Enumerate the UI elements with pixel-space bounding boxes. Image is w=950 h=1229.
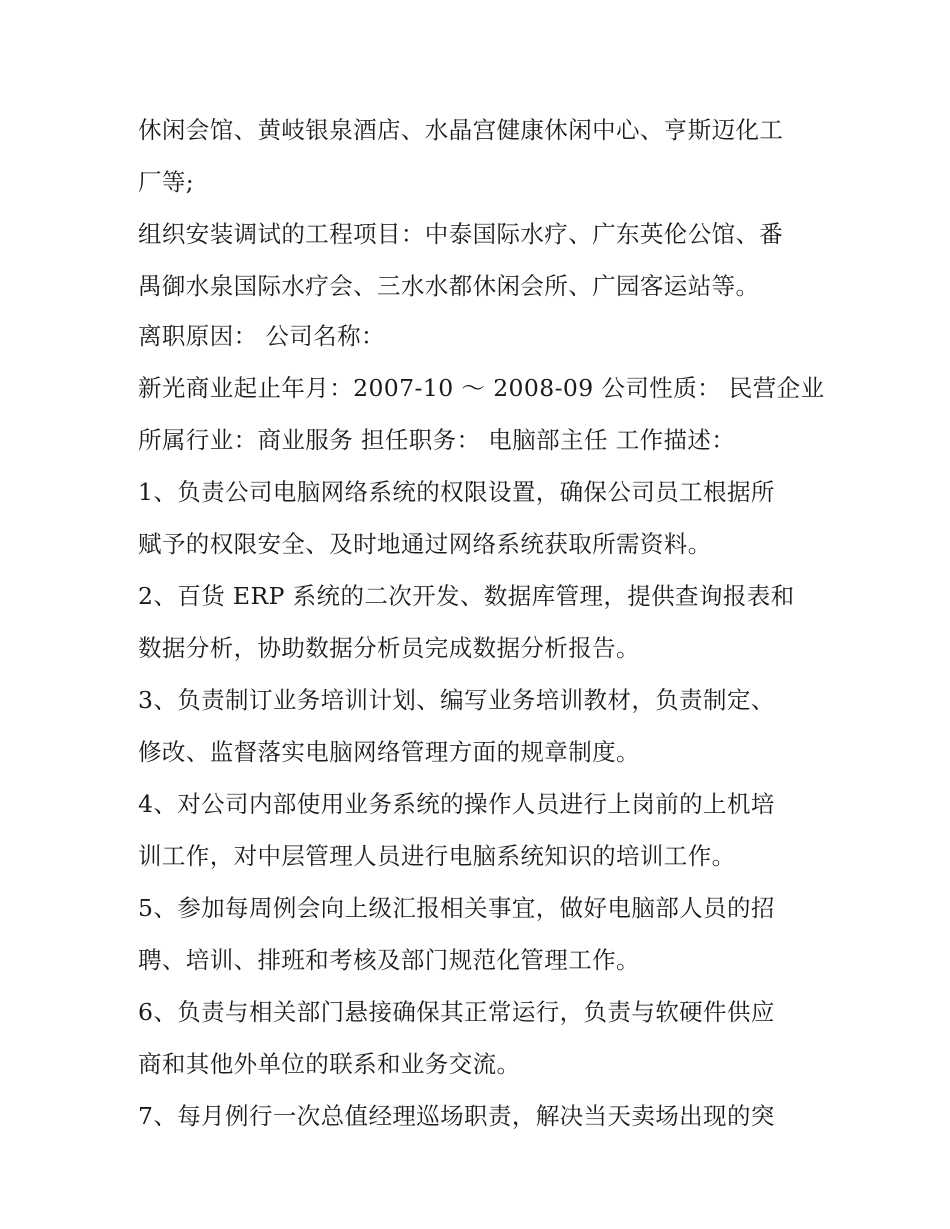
- text-line: 6、负责与相关部门悬接确保其正常运行，负责与软硬件供应: [138, 998, 775, 1026]
- text-line: 修改、监督落实电脑网络管理方面的规章制度。: [138, 738, 640, 766]
- text-line: 赋予的权限安全、及时地通过网络系统获取所需资料。: [138, 530, 712, 558]
- text-line: 聘、培训、排班和考核及部门规范化管理工作。: [138, 946, 640, 974]
- text-line: 组织安装调试的工程项目：中泰国际水疗、广东英伦公馆、番: [138, 220, 784, 248]
- text-line: 离职原因： 公司名称：: [138, 322, 385, 350]
- text-line: 4、对公司内部使用业务系统的操作人员进行上岗前的上机培: [138, 790, 775, 818]
- text-line: 新光商业起止年月：2007-10 ～ 2008-09 公司性质： 民营企业: [138, 374, 825, 402]
- text-line: 商和其他外单位的联系和业务交流。: [138, 1050, 521, 1078]
- text-line: 厂等;: [138, 168, 195, 196]
- text-line: 训工作，对中层管理人员进行电脑系统知识的培训工作。: [138, 842, 736, 870]
- text-line: 1、负责公司电脑网络系统的权限设置，确保公司员工根据所: [138, 478, 775, 506]
- text-line: 数据分析，协助数据分析员完成数据分析报告。: [138, 634, 640, 662]
- text-line: 3、负责制订业务培训计划、编写业务培训教材，负责制定、: [138, 686, 775, 714]
- text-line: 2、百货 ERP 系统的二次开发、数据库管理，提供查询报表和: [138, 582, 795, 610]
- text-line: 禺御水泉国际水疗会、三水水都休闲会所、广园客运站等。: [138, 272, 760, 300]
- text-line: 5、参加每周例会向上级汇报相关事宜，做好电脑部人员的招: [138, 894, 775, 922]
- text-line: 7、每月例行一次总值经理巡场职责，解决当天卖场出现的突: [138, 1102, 775, 1130]
- text-line: 休闲会馆、黄岐银泉酒店、水晶宫健康休闲中心、亨斯迈化工: [138, 116, 784, 144]
- text-line: 所属行业：商业服务 担任职务： 电脑部主任 工作描述：: [138, 426, 736, 454]
